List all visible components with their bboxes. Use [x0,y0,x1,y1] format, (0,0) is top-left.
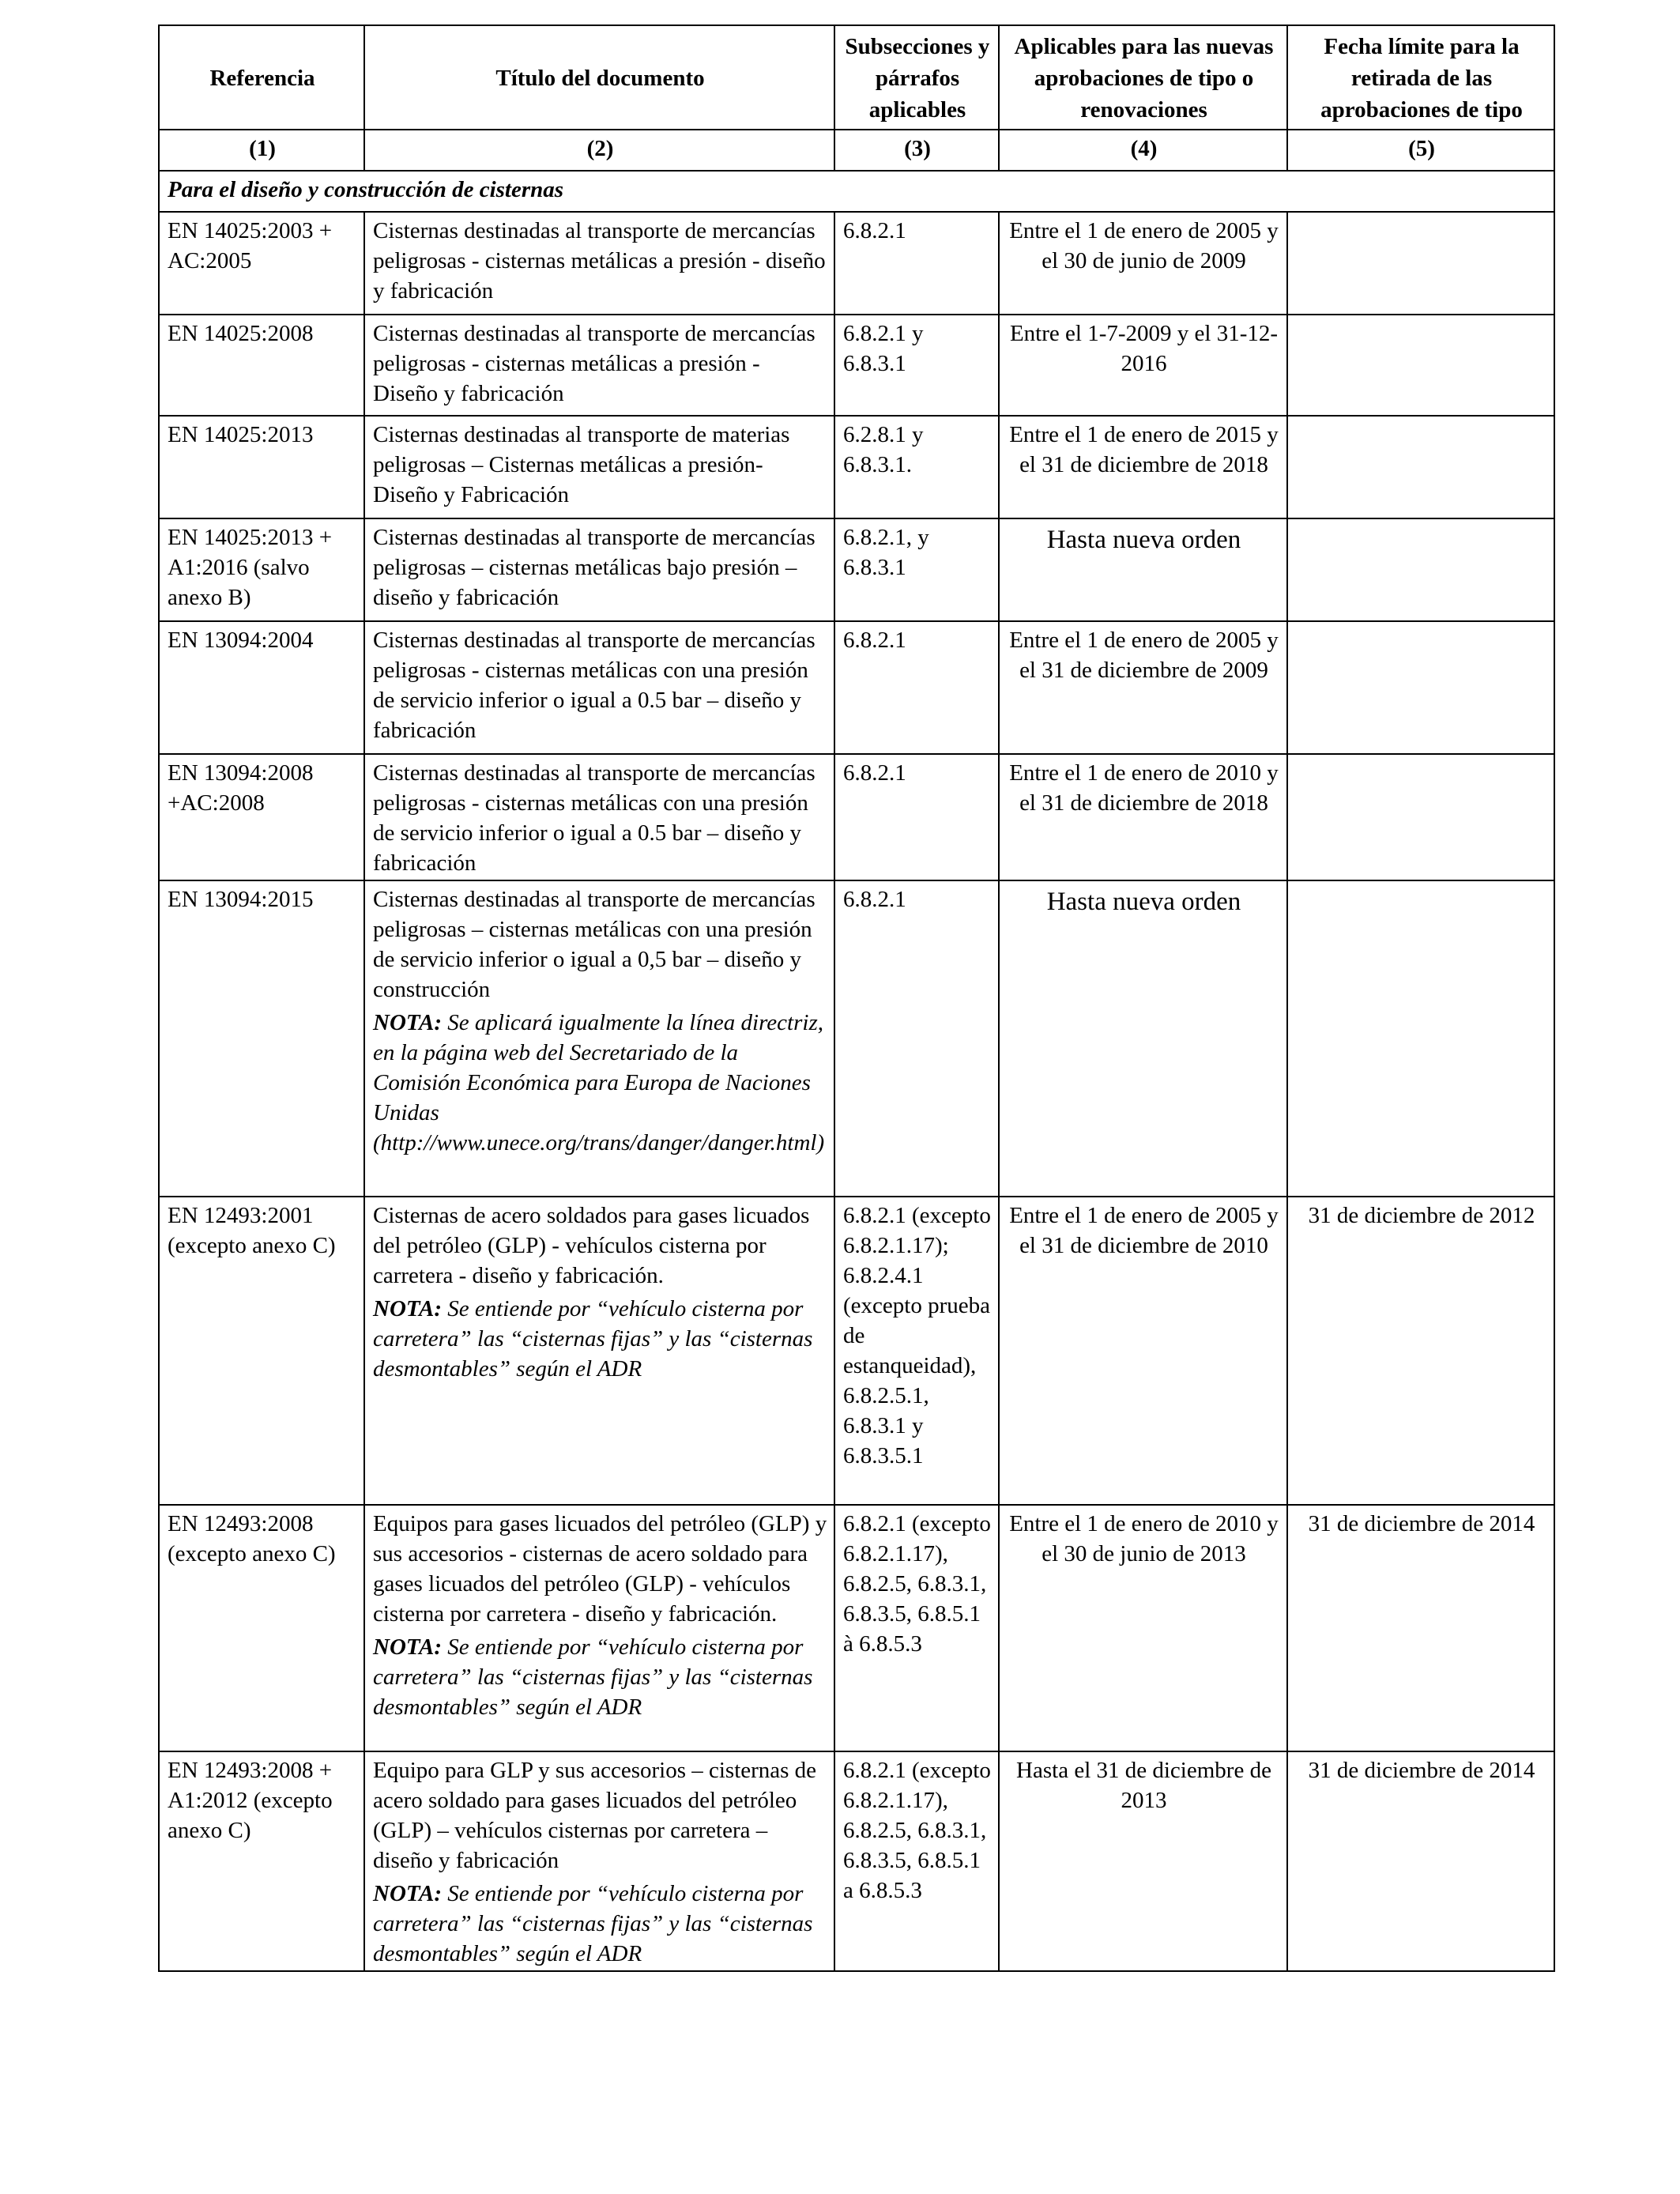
subsection-cell: 6.8.2.1 (excepto 6.8.2.1.17), 6.8.2.5, 6.8.3.1, 6.8.3.5, 6.8.5.1 a 6.8.5.3 [834,1751,999,1971]
note-label: NOTA: [373,1010,442,1035]
table-row [159,416,1554,518]
title-cell [364,621,834,754]
deadline-cell [1287,212,1554,315]
table-row [159,1751,1554,1971]
note-label: NOTA: [373,1881,442,1906]
applicable-cell: Entre el 1 de enero de 2010 y el 31 de diciembre de 2018 [999,754,1287,880]
title-cell [364,315,834,416]
subsection-cell: 6.8.2.1 [834,880,999,1197]
subsection-cell: 6.8.2.1 (excepto 6.8.2.1.17), 6.8.2.5, 6.8.3.1, 6.8.3.5, 6.8.5.1 à 6.8.5.3 [834,1505,999,1751]
section-title: Para el diseño y construcción de cisternas [159,171,1554,212]
note-label: NOTA: [373,1634,442,1660]
note [373,1008,827,1158]
ref-cell: EN 14025:2013 + A1:2016 (salvo anexo B) [159,518,364,621]
title-text: Cisternas destinadas al transporte de mercancías peligrosas - cisternas metálicas a presión - Diseño y fabricación [373,321,816,406]
title-text: Cisternas destinadas al transporte de mercancías peligrosas – cisternas metálicas con una presión de servicio inferior o igual a 0,5 bar – diseño y construcción [373,887,816,1002]
column-number: (4) [999,130,1287,171]
title-cell [364,518,834,621]
title-text: Cisternas destinadas al transporte de materias peligrosas – Cisternas metálicas a presión- Diseño y Fabricación [373,422,790,507]
ref-cell: EN 12493:2008 (excepto anexo C) [159,1505,364,1751]
ref-cell: EN 12493:2008 + A1:2012 (excepto anexo C) [159,1751,364,1971]
deadline-cell [1287,518,1554,621]
table-row [159,315,1554,416]
table-row [159,518,1554,621]
column-number-row [159,130,1554,171]
title-cell [364,1505,834,1751]
title-text: Cisternas destinadas al transporte de mercancías peligrosas - cisternas metálicas con una presión de servicio inferior o igual a 0.5 bar – diseño y fabricación [373,628,816,743]
title-text: Equipos para gases licuados del petróleo (GLP) y sus accesorios - cisternas de acero soldado para gases licuados del petróleo (GLP) - vehículos cisterna por carretera - diseño y fabricación. [373,1511,827,1627]
column-number: (3) [834,130,999,171]
ref-cell: EN 14025:2008 [159,315,364,416]
ref-cell: EN 13094:2004 [159,621,364,754]
title-cell [364,754,834,880]
title-text: Cisternas destinadas al transporte de mercancías peligrosas - cisternas metálicas a presión - diseño y fabricación [373,218,826,303]
subsection-cell: 6.8.2.1, y 6.8.3.1 [834,518,999,621]
title-cell [364,880,834,1197]
column-number: (2) [364,130,834,171]
ref-cell: EN 13094:2015 [159,880,364,1197]
table-row [159,1505,1554,1751]
deadline-cell: 31 de diciembre de 2014 [1287,1505,1554,1751]
title-cell [364,212,834,315]
title-cell [364,1751,834,1971]
header-subsecciones: Subsecciones y párrafos aplicables [834,25,999,130]
title-text: Cisternas de acero soldados para gases licuados del petróleo (GLP) - vehículos cisterna por carretera - diseño y fabricación. [373,1203,810,1288]
title-text: Cisternas destinadas al transporte de mercancías peligrosas – cisternas metálicas bajo presión – diseño y fabricación [373,525,816,610]
applicable-cell: Entre el 1 de enero de 2005 y el 30 de junio de 2009 [999,212,1287,315]
column-number: (5) [1287,130,1554,171]
column-number: (1) [159,130,364,171]
section-row [159,171,1554,212]
ref-cell: EN 14025:2013 [159,416,364,518]
note-text: Se aplicará igualmente la línea directriz, en la página web del Secretariado de la Comisión Económica para Europa de Naciones Unidas (http://www.unece.org/trans/danger/danger.html) [373,1010,825,1155]
applicable-cell: Entre el 1 de enero de 2005 y el 31 de diciembre de 2010 [999,1197,1287,1505]
applicable-cell: Hasta nueva orden [999,518,1287,621]
applicable-cell: Entre el 1 de enero de 2005 y el 31 de diciembre de 2009 [999,621,1287,754]
subsection-cell: 6.8.2.1 [834,754,999,880]
subsection-cell: 6.8.2.1 (excepto 6.8.2.1.17); 6.8.2.4.1 (excepto prueba de estanqueidad), 6.8.2.5.1, 6.8.3.1 y 6.8.3.5.1 [834,1197,999,1505]
header-aplicables: Aplicables para las nuevas aprobaciones de tipo o renovaciones [999,25,1287,130]
subsection-cell: 6.2.8.1 y 6.8.3.1. [834,416,999,518]
applicable-cell: Hasta nueva orden [999,880,1287,1197]
standards-table [158,25,1555,1972]
subsection-cell: 6.8.2.1 [834,621,999,754]
deadline-cell [1287,416,1554,518]
table-row [159,621,1554,754]
note [373,1294,827,1384]
note [373,1632,827,1722]
applicable-cell: Entre el 1 de enero de 2010 y el 30 de junio de 2013 [999,1505,1287,1751]
ref-cell: EN 12493:2001 (excepto anexo C) [159,1197,364,1505]
header-referencia: Referencia [159,25,364,130]
subsection-cell: 6.8.2.1 [834,212,999,315]
applicable-cell: Hasta el 31 de diciembre de 2013 [999,1751,1287,1971]
deadline-cell [1287,315,1554,416]
deadline-cell [1287,754,1554,880]
table-row [159,754,1554,880]
deadline-cell [1287,621,1554,754]
table-row [159,212,1554,315]
note-label: NOTA: [373,1296,442,1321]
title-cell [364,416,834,518]
note-text: Se entiende por “vehículo cisterna por carretera” las “cisternas fijas” y las “cisternas desmontables” según el ADR [373,1296,813,1382]
table-row [159,1197,1554,1505]
table-row [159,880,1554,1197]
deadline-cell: 31 de diciembre de 2014 [1287,1751,1554,1971]
title-cell [364,1197,834,1505]
deadline-cell: 31 de diciembre de 2012 [1287,1197,1554,1505]
ref-cell: EN 14025:2003 + AC:2005 [159,212,364,315]
subsection-cell: 6.8.2.1 y 6.8.3.1 [834,315,999,416]
title-text: Equipo para GLP y sus accesorios – cisternas de acero soldado para gases licuados del petróleo (GLP) – vehículos cisternas por carretera – diseño y fabricación [373,1758,817,1873]
note-text: Se entiende por “vehículo cisterna por carretera” las “cisternas fijas” y las “cisternas desmontables” según el ADR [373,1881,813,1966]
note-text: Se entiende por “vehículo cisterna por carretera” las “cisternas fijas” y las “cisternas desmontables” según el ADR [373,1634,813,1720]
header-fecha-limite: Fecha límite para la retirada de las aprobaciones de tipo [1287,25,1554,130]
applicable-cell: Entre el 1 de enero de 2015 y el 31 de diciembre de 2018 [999,416,1287,518]
applicable-cell: Entre el 1-7-2009 y el 31-12-2016 [999,315,1287,416]
ref-cell: EN 13094:2008 +AC:2008 [159,754,364,880]
header-titulo: Título del documento [364,25,834,130]
deadline-cell [1287,880,1554,1197]
note [373,1879,827,1969]
header-row [159,25,1554,130]
title-text: Cisternas destinadas al transporte de mercancías peligrosas - cisternas metálicas con una presión de servicio inferior o igual a 0.5 bar – diseño y fabricación [373,760,816,876]
